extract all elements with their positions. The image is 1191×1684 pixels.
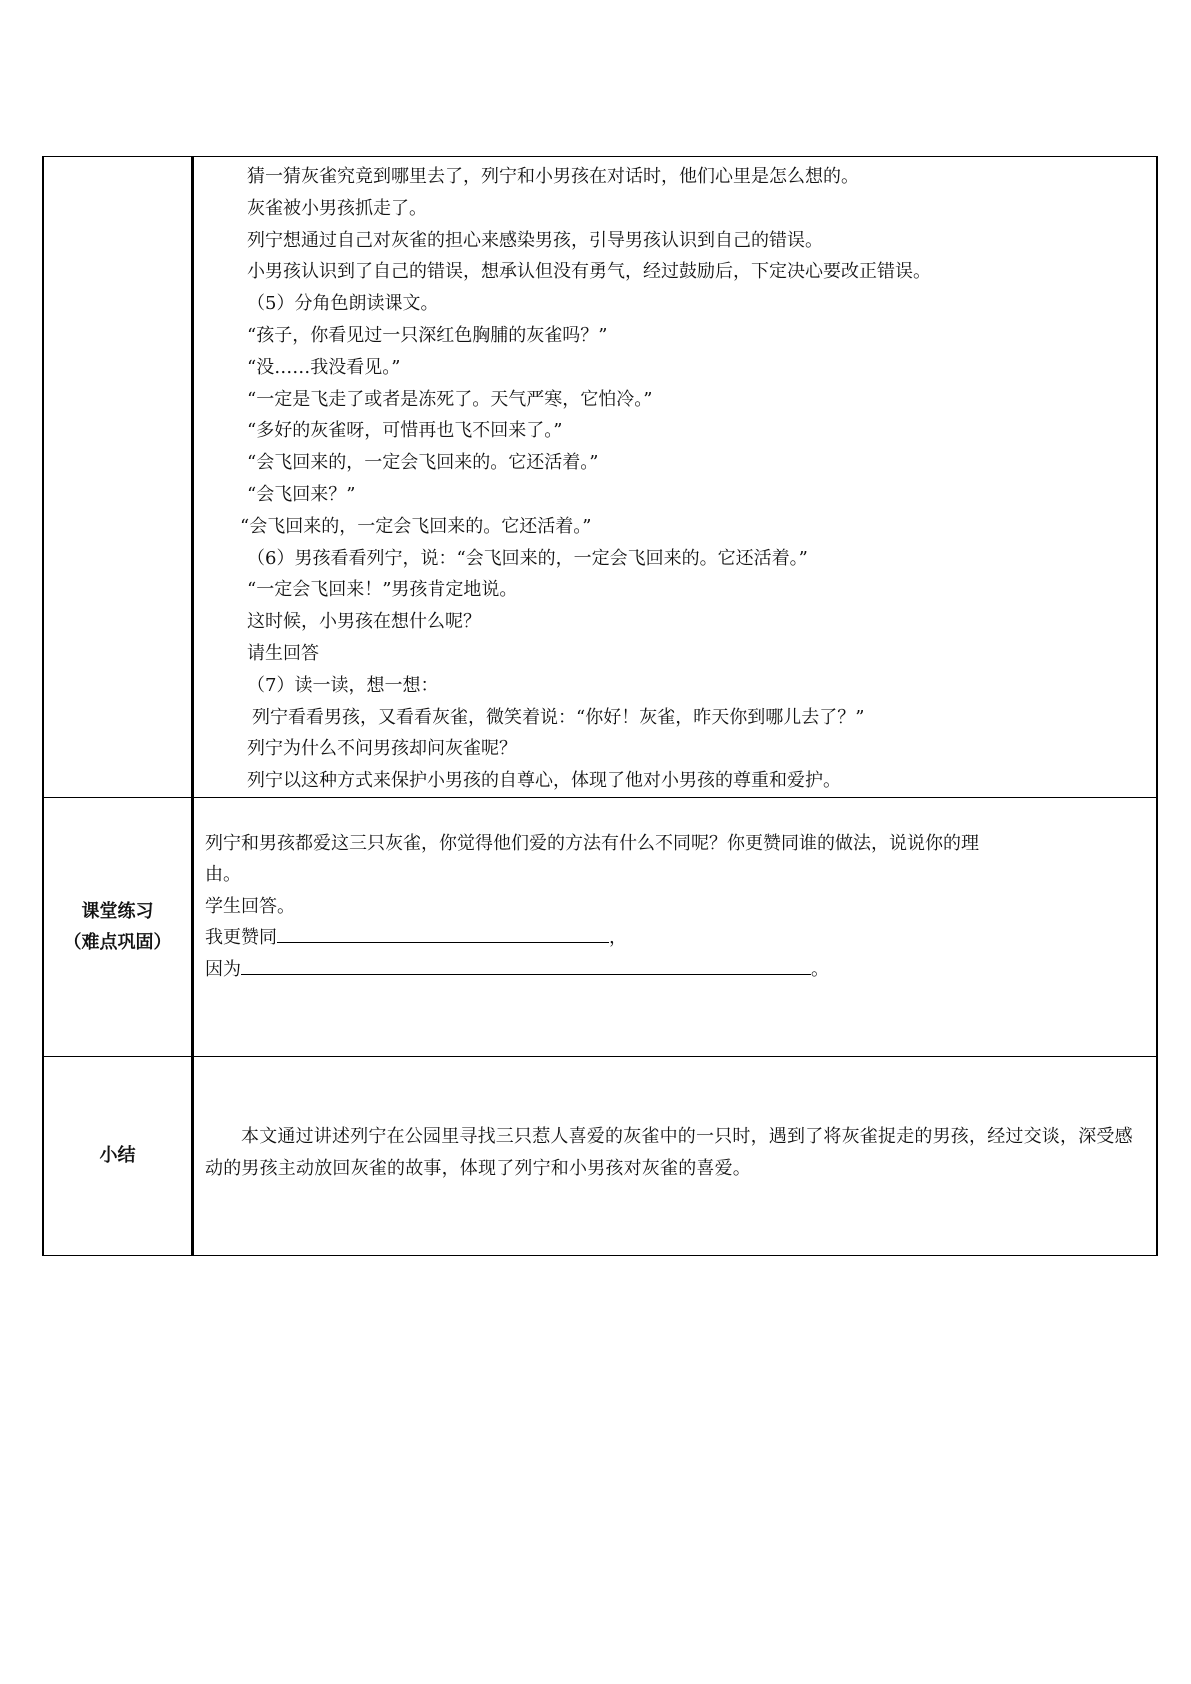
process-line: 灰雀被小男孩抓走了。	[247, 197, 427, 219]
process-line: “会飞回来？”	[247, 483, 356, 505]
agree-line	[205, 922, 1144, 954]
summary-cell	[193, 1056, 1158, 1255]
process-line: “多好的灰雀呀，可惜再也飞不回来了。”	[247, 420, 563, 442]
practice-label: 课堂练习	[81, 900, 154, 922]
practice-question: 列宁和男孩都爱这三只灰雀，你觉得他们爱的方法有什么不同呢？你更赞同谁的做法，说说你的理	[205, 832, 979, 854]
table-row	[43, 1056, 1157, 1255]
process-line: （5）分角色朗读课文。	[247, 293, 439, 315]
process-line: 请生回答	[247, 642, 319, 664]
table-row	[43, 157, 1157, 798]
process-line: 小男孩认识到了自己的错误，想承认但没有勇气，经过鼓励后，下定决心要改正错误。	[247, 261, 931, 283]
process-line: 这时候，小男孩在想什么呢？	[247, 611, 481, 633]
summary-block	[194, 1057, 1156, 1185]
process-line: （6）男孩看看列宁，说：“会飞回来的，一定会飞回来的。它还活着。”	[247, 547, 808, 569]
because-prefix: 因为	[205, 958, 241, 980]
process-line: “会飞回来的，一定会飞回来的。它还活着。”	[240, 515, 592, 537]
process-line: 列宁看看男孩，又看看灰雀，微笑着说：“你好！灰雀，昨天你到哪儿去了？”	[252, 706, 865, 728]
agree-blank[interactable]	[277, 922, 609, 943]
practice-cell	[193, 797, 1158, 1056]
process-line: 列宁想通过自己对灰雀的担心来感染男孩，引导男孩认识到自己的错误。	[247, 229, 823, 251]
teaching-process-lines	[194, 157, 1156, 797]
process-line: “孩子，你看见过一只深红色胸脯的灰雀吗？”	[247, 324, 608, 346]
process-line: 列宁为什么不问男孩却问灰雀呢？	[247, 738, 517, 760]
row-label-empty	[43, 157, 193, 798]
summary-text: 本文通过讲述列宁在公园里寻找三只惹人喜爱的灰雀中的一只时，遇到了将灰雀捉走的男孩，经过交谈，深受感动的男孩主动放回灰雀的故事，体现了列宁和小男孩对灰雀的喜爱。	[205, 1125, 1133, 1179]
process-line: “一定会飞回来！”男孩肯定地说。	[247, 579, 518, 601]
process-line: 猜一猜灰雀究竟到哪里去了，列宁和小男孩在对话时，他们心里是怎么想的。	[247, 166, 859, 187]
agree-suffix: ，	[609, 927, 627, 949]
practice-sublabel: （难点巩固）	[63, 931, 172, 953]
practice-answer: 学生回答。	[205, 895, 295, 917]
process-line: “会飞回来的，一定会飞回来的。它还活着。”	[247, 452, 599, 474]
table-row	[43, 797, 1157, 1056]
because-line	[205, 954, 1144, 986]
because-suffix: 。	[811, 958, 829, 980]
row-label-summary: 小结	[43, 1056, 193, 1255]
teaching-process-cell	[193, 157, 1158, 798]
row-label-practice	[43, 797, 193, 1056]
process-line: （7）读一读，想一想：	[247, 674, 439, 696]
agree-prefix: 我更赞同	[205, 927, 277, 949]
lesson-plan-table	[42, 156, 1158, 1256]
because-blank[interactable]	[241, 954, 811, 975]
practice-question-cont: 由。	[205, 864, 241, 886]
practice-lines	[194, 798, 1156, 986]
process-line: “没……我没看见。”	[247, 356, 401, 378]
process-line: “一定是飞走了或者是冻死了。天气严寒，它怕冷。”	[247, 388, 653, 410]
process-line: 列宁以这种方式来保护小男孩的自尊心，体现了他对小男孩的尊重和爱护。	[247, 770, 841, 792]
